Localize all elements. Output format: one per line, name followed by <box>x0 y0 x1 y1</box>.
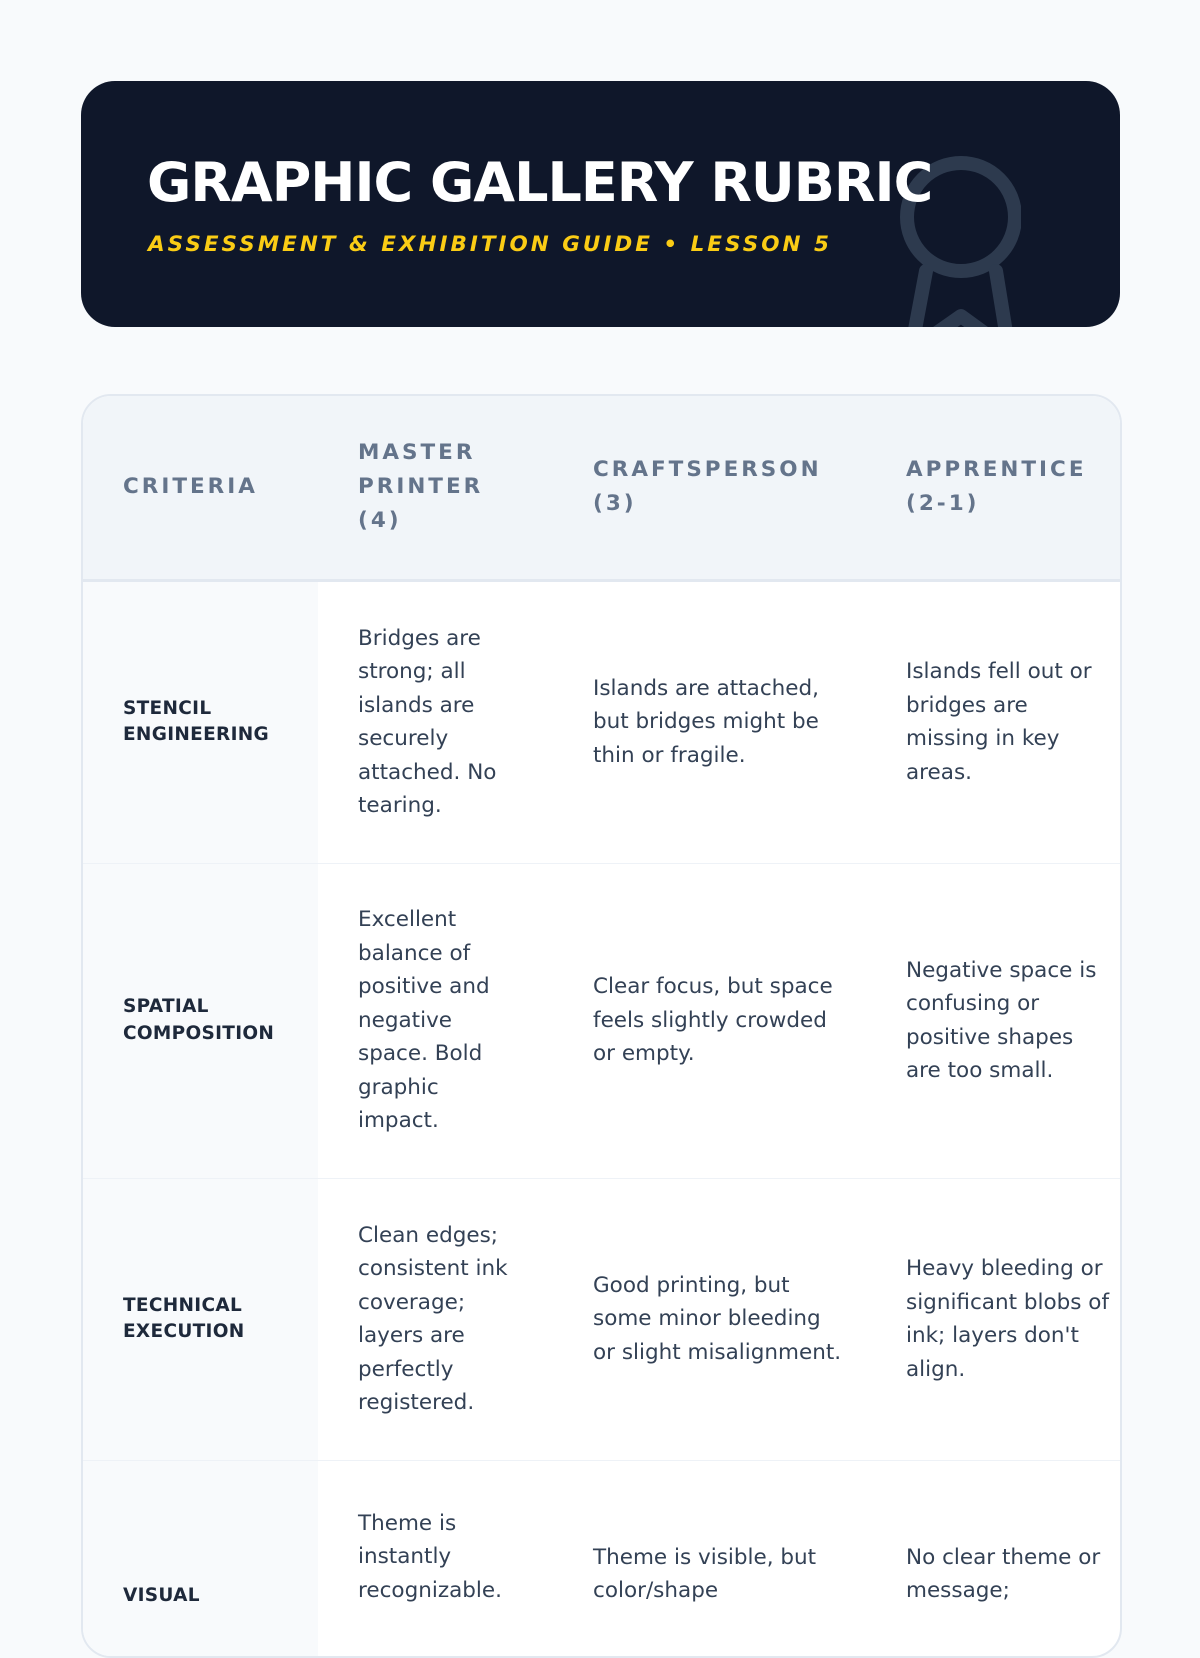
page-header <box>81 81 1120 327</box>
master-cell: Theme is instantly recognizable. <box>318 1460 553 1658</box>
apprentice-cell: No clear theme or message; <box>866 1460 1120 1658</box>
master-cell: Bridges are strong; all islands are securely attached. No tearing. <box>318 580 553 863</box>
page-subtitle: ASSESSMENT & EXHIBITION GUIDE • LESSON 5 <box>148 232 832 257</box>
table-row <box>83 863 1120 1178</box>
header-craftsperson: CRAFTSPERSON (3) <box>553 396 866 580</box>
apprentice-cell: Islands fell out or bridges are missing in key areas. <box>866 580 1120 863</box>
rubric-table <box>83 396 1120 1658</box>
table-row <box>83 1178 1120 1460</box>
criteria-cell: STENCIL ENGINEERING <box>83 580 318 863</box>
header-criteria: CRITERIA <box>83 396 318 580</box>
table-header-row <box>83 396 1120 580</box>
craftsperson-cell: Clear focus, but space feels slightly crowded or empty. <box>553 863 866 1178</box>
table-row <box>83 1460 1120 1658</box>
craftsperson-cell: Theme is visible, but color/shape <box>553 1460 866 1658</box>
craftsperson-cell: Good printing, but some minor bleeding or slight misalignment. <box>553 1178 866 1460</box>
apprentice-cell: Heavy bleeding or significant blobs of ink; layers don't align. <box>866 1178 1120 1460</box>
header-apprentice: APPRENTICE (2-1) <box>866 396 1120 580</box>
criteria-cell: TECHNICAL EXECUTION <box>83 1178 318 1460</box>
header-master-printer: MASTER PRINTER (4) <box>318 396 553 580</box>
criteria-cell: SPATIAL COMPOSITION <box>83 863 318 1178</box>
criteria-cell: VISUAL <box>83 1460 318 1658</box>
craftsperson-cell: Islands are attached, but bridges might be thin or fragile. <box>553 580 866 863</box>
apprentice-cell: Negative space is confusing or positive shapes are too small. <box>866 863 1120 1178</box>
rubric-table-card <box>81 394 1122 1658</box>
table-row <box>83 580 1120 863</box>
master-cell: Excellent balance of positive and negative space. Bold graphic impact. <box>318 863 553 1178</box>
master-cell: Clean edges; consistent ink coverage; layers are perfectly registered. <box>318 1178 553 1460</box>
page-title: GRAPHIC GALLERY RUBRIC <box>147 151 933 214</box>
